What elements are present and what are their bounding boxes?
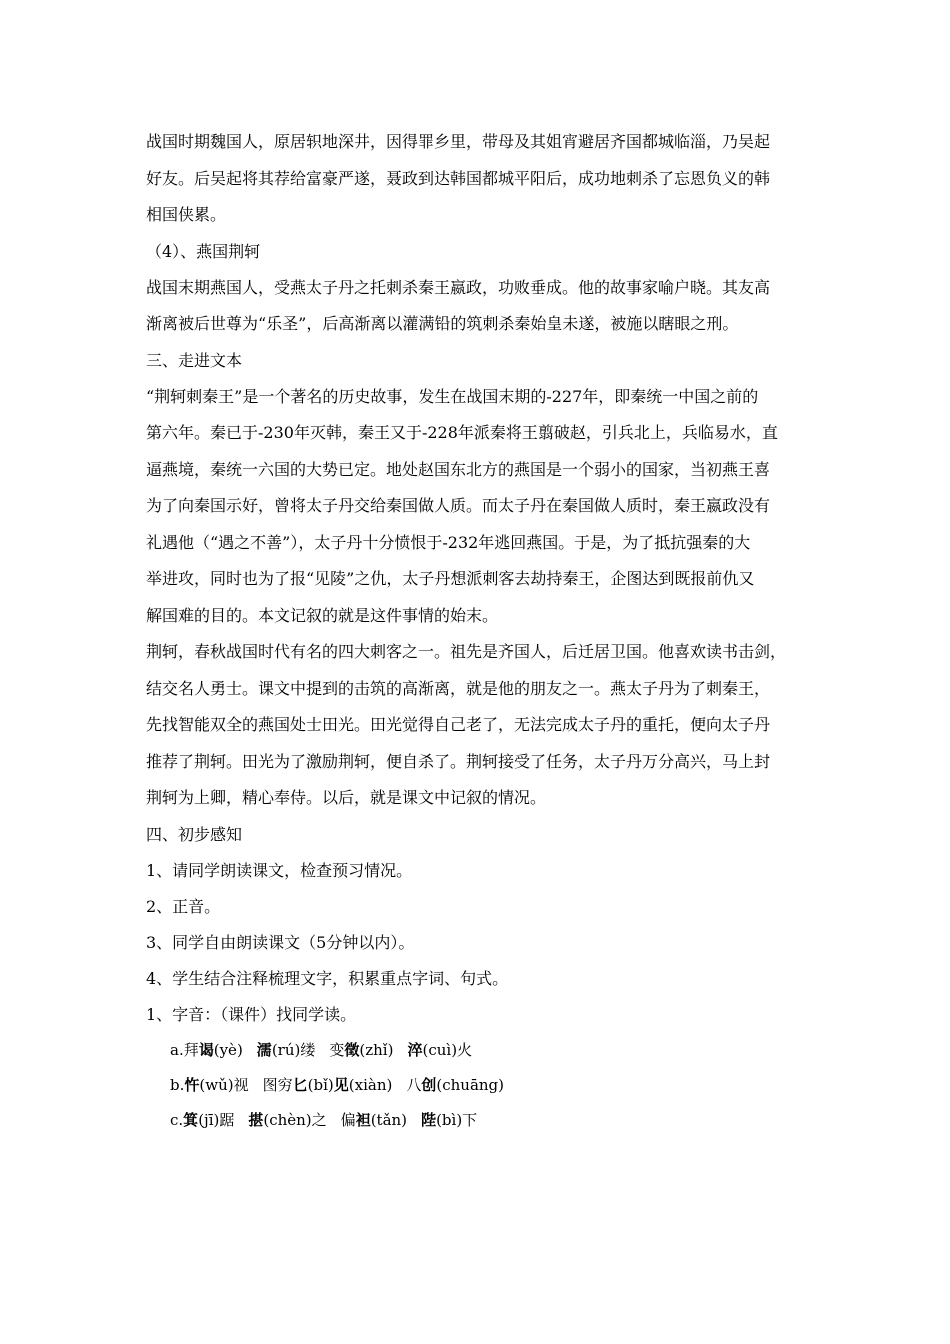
- text-line: 相国侠累。: [146, 205, 227, 224]
- vocab-char: 袒: [355, 1110, 371, 1129]
- vocab-pinyin: (zhǐ): [359, 1040, 394, 1059]
- vocab-char: 箕: [183, 1110, 199, 1129]
- vocab-char: 谒: [198, 1040, 214, 1059]
- vocab-prefix: 八: [406, 1075, 422, 1094]
- section-heading: 四、初步感知: [146, 824, 243, 844]
- document-body: [146, 124, 816, 1138]
- text-line: 解国难的目的。本文记叙的就是这件事情的始末。: [146, 605, 499, 625]
- text-line: 战国末期燕国人，受燕太子丹之托刺杀秦王嬴政，功败垂成。他的故事家喻户晓。其友高: [146, 277, 771, 297]
- vocab-prefix: 偏: [340, 1110, 356, 1129]
- text-line: 渐离被后世尊为“乐圣”，后高渐离以灌满铅的筑刺杀秦始皇未遂，被施以瞎眼之刑。: [146, 314, 739, 333]
- vocab-prefix: c.: [170, 1110, 184, 1129]
- vocab-pinyin: (bǐ): [307, 1075, 334, 1094]
- text-line: 好友。后吴起将其荐给富豪严遂，聂政到达韩国都城平阳后，成功地刺杀了忘恩负义的韩: [146, 168, 771, 188]
- text-line: 第六年。秦已于-230年灭韩，秦王又于-228年派秦将王翦破赵，引兵北上，兵临易水，直: [146, 423, 778, 442]
- vocab-char: 陛: [421, 1110, 437, 1129]
- vocab-char: 见: [333, 1075, 349, 1094]
- vocab-prefix: 变: [329, 1040, 345, 1059]
- vocab-pinyin: (rú)缕: [271, 1040, 316, 1059]
- vocab-pinyin: (bì)下: [436, 1110, 478, 1129]
- vocab-char: 忤: [184, 1075, 200, 1094]
- list-item: 2、正音。: [146, 896, 221, 916]
- vocab-line-b: [146, 1068, 816, 1103]
- text-line: 逼燕境，秦统一六国的大势已定。地处赵国东北方的燕国是一个弱小的国家，当初燕王喜: [146, 459, 771, 479]
- text-line: 荆轲为上卿，精心奉侍。以后，就是课文中记叙的情况。: [146, 788, 547, 807]
- text-line: 战国时期魏国人，原居轵地深井，因得罪乡里，带母及其姐宵避居齐国都城临淄，乃吴起: [146, 132, 771, 151]
- text-line: 礼遇他（“遇之不善”），太子丹十分愤恨于-232年逃回燕国。于是，为了抵抗强秦的大: [146, 532, 751, 552]
- list-item: 1、请同学朗读课文，检查预习情况。: [146, 860, 413, 880]
- vocab-char: 创: [421, 1075, 437, 1094]
- text-line: 结交名人勇士。课文中提到的击筑的高渐离，就是他的朋友之一。燕太子丹为了刺秦王，: [146, 678, 771, 698]
- background-paragraph: [146, 379, 816, 635]
- jing-ke-bio-paragraph: [146, 634, 816, 817]
- vocab-line-c: [146, 1103, 816, 1138]
- list-item: 4、学生结合注释梳理文字，积累重点字词、句式。: [146, 968, 509, 988]
- vocab-char: 徵: [344, 1040, 360, 1059]
- text-line: 推荐了荆轲。田光为了激励荆轲，便自杀了。荆轲接受了任务，太子丹万分高兴，马上封: [146, 751, 771, 771]
- vocab-line-a: [146, 1033, 816, 1068]
- vocab-prefix: b.: [170, 1075, 185, 1094]
- vocab-pinyin: (wǔ)视: [199, 1075, 249, 1094]
- jing-ke-heading: （4）、燕国荆轲: [146, 241, 261, 261]
- vocab-prefix: a.拜: [170, 1040, 199, 1059]
- section-heading: 三、走进文本: [146, 350, 243, 370]
- vocab-pinyin: (cuì)火: [422, 1040, 473, 1059]
- list-item: 3、同学自由朗读课文（5分钟以内）。: [146, 932, 415, 952]
- vocab-pinyin: (yè): [213, 1040, 243, 1059]
- text-line: “荆轲刺秦王”是一个著名的历史故事，发生在战国末期的-227年，即秦统一中国之前的: [146, 386, 759, 406]
- nie-zheng-paragraph: [146, 124, 816, 234]
- text-line: 举进攻，同时也为了报“见陵”之仇，太子丹想派刺客去劫持秦王，企图达到既报前仇又: [146, 569, 755, 588]
- vocab-char: 淬: [407, 1040, 423, 1059]
- vocab-char: 濡: [256, 1040, 272, 1059]
- text-line: 荆轲，春秋战国时代有名的四大刺客之一。祖先是齐国人，后迁居卫国。他喜欢读书击剑，: [146, 642, 787, 661]
- vocab-pinyin: (chèn)之: [263, 1110, 327, 1129]
- vocab-pinyin: (xiàn): [348, 1075, 393, 1094]
- vocab-prefix: 图穷: [262, 1075, 293, 1094]
- steps-list: [146, 853, 816, 1033]
- text-line: 先找智能双全的燕国处士田光。田光觉得自己老了，无法完成太子丹的重托，便向太子丹: [146, 715, 771, 734]
- list-item: 1、字音：（课件）找同学读。: [146, 1004, 357, 1024]
- vocab-char: 匕: [292, 1075, 308, 1094]
- vocab-char: 揕: [248, 1110, 264, 1129]
- text-line: 为了向秦国示好，曾将太子丹交给秦国做人质。而太子丹在秦国做人质时，秦王嬴政没有: [146, 496, 771, 515]
- vocab-pinyin: (chuāng): [436, 1075, 505, 1094]
- jing-ke-paragraph: [146, 270, 816, 343]
- vocab-pinyin: (jī)踞: [198, 1110, 235, 1129]
- vocab-pinyin: (tǎn): [370, 1110, 408, 1129]
